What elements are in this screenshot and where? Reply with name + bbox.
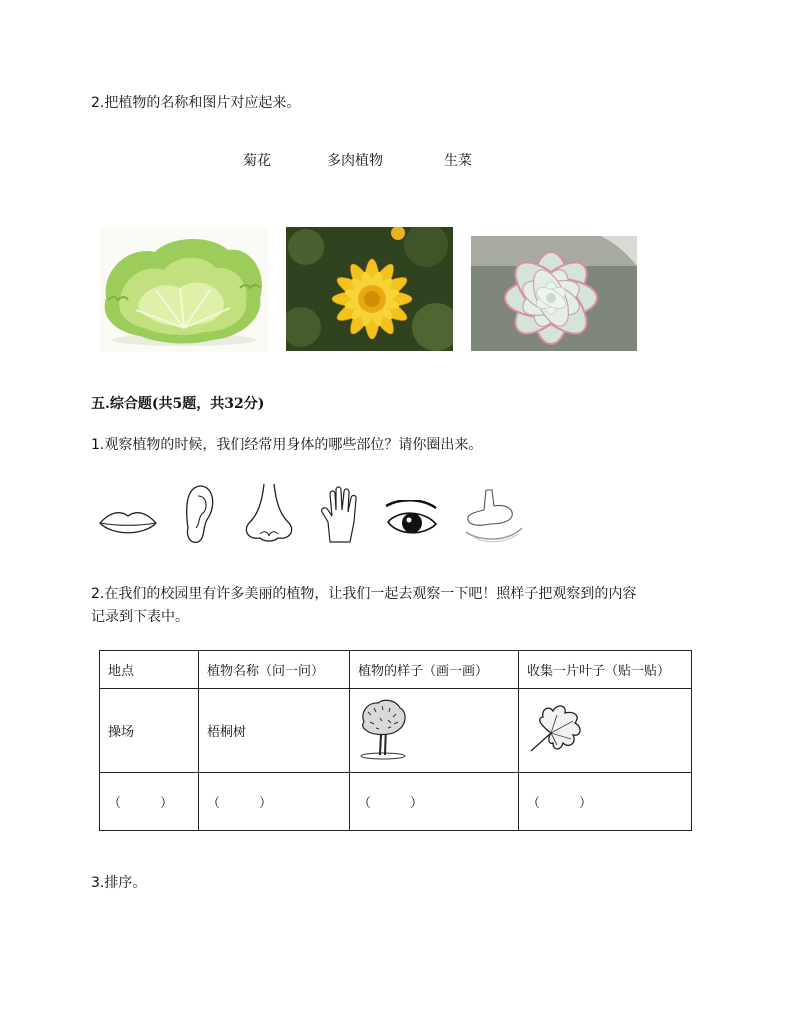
lettuce-photo: [100, 228, 268, 352]
match-question: 2.把植物的名称和图片对应起来。: [91, 95, 301, 111]
nose-icon: [242, 482, 296, 544]
lips-icon: [98, 508, 158, 538]
ear-icon: [184, 484, 216, 544]
cell-drawing: [350, 689, 519, 773]
chrysanthemum-photo: [286, 227, 453, 351]
cell-location: 操场: [100, 689, 199, 773]
body-parts-row: [98, 482, 538, 546]
header-plant-name: 植物名称（问一问）: [199, 651, 350, 689]
table-header-row: [100, 651, 692, 689]
observation-table: [99, 650, 692, 831]
sort-question: 3.排序。: [91, 875, 147, 891]
plant-name-1: 菊花: [243, 153, 271, 169]
table-row: [100, 689, 692, 773]
succulent-photo: [471, 236, 637, 351]
observe-question: 1.观察植物的时候，我们经常用身体的哪些部位？请你圈出来。: [91, 437, 483, 453]
cell-plant-name: 梧桐树: [199, 689, 350, 773]
plant-name-2: 多肉植物: [327, 153, 383, 169]
tree-icon: [358, 698, 408, 760]
foot-icon: [464, 488, 524, 546]
record-question-line1: 2.在我们的校园里有许多美丽的植物，让我们一起去观察一下吧！照样子把观察到的内容: [91, 586, 637, 602]
cell-leaf: [519, 689, 692, 773]
header-location: 地点: [100, 651, 199, 689]
section-title: 五.综合题(共5题，共32分): [91, 396, 265, 412]
blank-cell-leaf[interactable]: （ ）: [519, 773, 692, 831]
hand-icon: [320, 486, 360, 544]
header-plant-look: 植物的样子（画一画）: [350, 651, 519, 689]
leaf-icon: [527, 701, 585, 757]
record-question-line2: 记录到下表中。: [91, 609, 189, 625]
header-collect-leaf: 收集一片叶子（贴一贴）: [519, 651, 692, 689]
blank-cell-location[interactable]: （ ）: [100, 773, 199, 831]
eye-icon: [384, 500, 438, 540]
blank-cell-plant-name[interactable]: （ ）: [199, 773, 350, 831]
plant-name-3: 生菜: [444, 153, 472, 169]
blank-cell-drawing[interactable]: （ ）: [350, 773, 519, 831]
table-row: [100, 773, 692, 831]
